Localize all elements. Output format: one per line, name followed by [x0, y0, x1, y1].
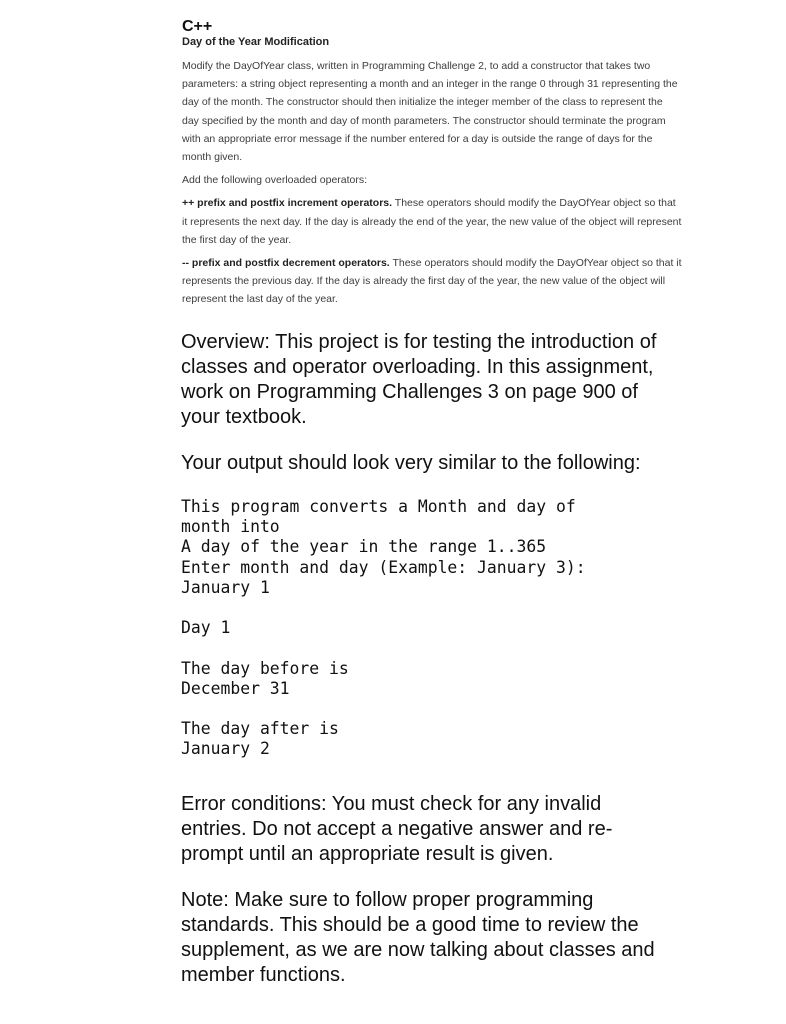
increment-operators-text: These operators should modify the DayOfYear object so that it represents the next day. If the day is already the end of the year, the new value of the object will represent the first day of the year. — [182, 197, 682, 246]
textbook-excerpt — [182, 18, 682, 314]
overview-paragraph: Overview: This project is for testing the introduction of classes and operator overloading. In this assignment, work on Programming Challenges 3 on page 900 of your textbook. — [181, 331, 657, 428]
increment-operators-paragraph — [182, 194, 682, 249]
decrement-operators-text: These operators should modify the DayOfYear object so that it represents the previous day. If the day is already the first day of the year, the new value of the object will represent the last day of the year. — [182, 257, 682, 306]
excerpt-paragraph-1: Modify the DayOfYear class, written in Programming Challenge 2, to add a constructor that takes two parameters: a string object representing a month and an integer in the range 0 through 31 representing the day of the month. The constructor should then initialize the integer member of the class to represent the day specified by the month and day of month parameters. The constructor should terminate the program with an appropriate error message if the number entered for a day is outside the range of days for the month given. — [182, 60, 678, 164]
excerpt-paragraph-2: Add the following overloaded operators: — [182, 174, 368, 187]
decrement-operators-paragraph — [182, 254, 682, 309]
output-intro-paragraph: Your output should look very similar to the following: — [181, 452, 641, 474]
language-heading: C++ — [182, 18, 213, 35]
note-paragraph: Note: Make sure to follow proper programming standards. This should be a good time to review the supplement, as we are now talking about classes and member functions. — [181, 888, 655, 986]
sample-output-block: This program converts a Month and day of month into A day of the year in the range 1..365 Enter month and day (Example: January 3): January 1 Day 1 The day before is December 31 The day after is January 2 — [181, 497, 586, 759]
increment-operators-label: ++ prefix and postfix increment operators. — [182, 197, 393, 210]
error-conditions-paragraph: Error conditions: You must check for any invalid entries. Do not accept a negative answer and re-prompt until an appropriate result is given. — [181, 792, 613, 865]
assignment-body — [181, 330, 661, 988]
decrement-operators-label: -- prefix and postfix decrement operators. — [182, 257, 390, 270]
excerpt-title: Day of the Year Modification — [182, 36, 330, 48]
